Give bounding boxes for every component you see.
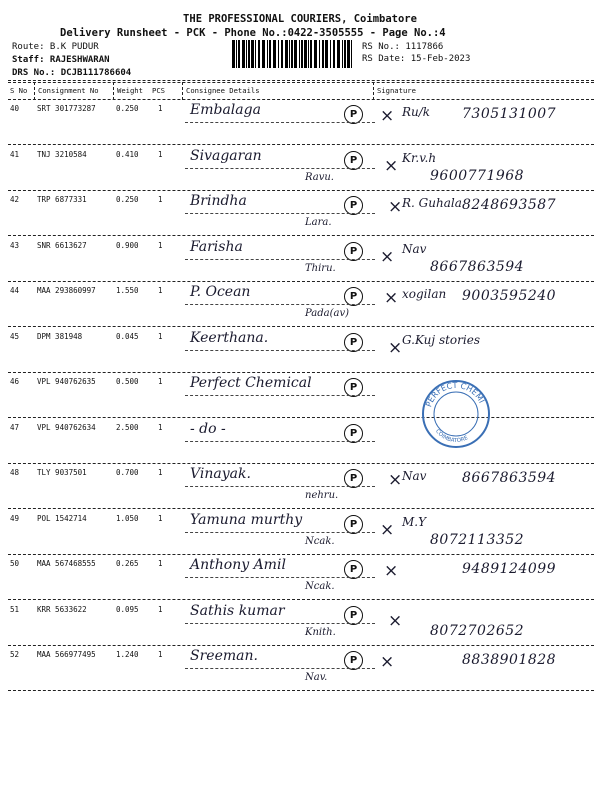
consignee-divider [185, 259, 375, 260]
table-row [0, 601, 600, 646]
sno-cell: 46 [10, 377, 20, 386]
rs-number: RS No.: 1117866 [362, 42, 444, 52]
barcode-bar [258, 40, 260, 68]
signature-mark-icon: × [380, 652, 395, 672]
table-row [0, 646, 600, 691]
pcs-cell: 1 [158, 377, 163, 386]
pcs-cell: 1 [158, 286, 163, 295]
p-circle-icon: P [344, 151, 363, 170]
signature-phone: 8248693587 [462, 197, 557, 213]
signature-mark-icon: × [384, 155, 399, 176]
weight-cell: 1.240 [116, 650, 139, 659]
barcode-bar [347, 40, 350, 68]
barcode-bar [319, 40, 320, 68]
consignment-cell: MAA 566977495 [37, 650, 96, 659]
consignment-cell: MAA 567468555 [37, 559, 96, 568]
barcode-bar [322, 40, 324, 68]
consignee-divider [185, 532, 375, 533]
pcs-cell: 1 [158, 195, 163, 204]
pcs-cell: 1 [158, 104, 163, 113]
signature-mark-icon: × [384, 561, 399, 581]
signature-mark-icon: × [380, 246, 395, 267]
staff-label: Staff: RAJESHWARAN [12, 55, 110, 65]
table-row [0, 328, 600, 373]
header-divider-2 [8, 82, 594, 83]
weight-cell: 0.045 [116, 331, 139, 341]
sno-cell: 43 [10, 240, 20, 250]
barcode-bar [232, 40, 235, 68]
consignee-name: Sreeman. [190, 648, 258, 664]
signature-name: Kr.v.h [402, 150, 437, 165]
consignment-cell: VPL 940762635 [37, 377, 96, 386]
signature-mark-icon: × [380, 106, 395, 126]
header-divider-top [8, 80, 594, 81]
signature-mark-icon: × [384, 288, 399, 308]
consignment-cell: VPL 940762634 [37, 422, 96, 432]
consignee-divider [185, 395, 375, 396]
rs-date: RS Date: 15-Feb-2023 [362, 54, 471, 64]
consignee-note: Ravu. [305, 171, 334, 183]
signature-phone: 9489124099 [462, 561, 557, 577]
weight-cell: 0.265 [116, 559, 139, 568]
col-divider [113, 82, 114, 100]
barcode-bar [236, 40, 237, 68]
svg-text:PERFECT CHEMI [424, 381, 486, 408]
sno-cell: 51 [10, 604, 20, 614]
p-circle-icon: P [344, 378, 363, 397]
row-divider [8, 690, 594, 691]
signature-name: G.Kuj stories [402, 332, 480, 347]
weight-cell: 0.900 [116, 240, 139, 250]
barcode-bar [304, 40, 307, 68]
pcs-cell: 1 [158, 513, 163, 523]
signature-mark-icon: × [380, 519, 395, 540]
pcs-cell: 1 [158, 331, 163, 341]
sno-cell: 48 [10, 468, 20, 477]
consignee-divider [185, 486, 375, 487]
consignee-note: Ncak. [305, 581, 335, 592]
table-row [0, 373, 600, 418]
sno-cell: 52 [10, 650, 20, 659]
consignee-name: Brindha [190, 193, 247, 209]
barcode-bar [246, 40, 247, 68]
signature-mark-icon: × [388, 610, 403, 631]
signature-name: Ru/k [402, 105, 431, 119]
barcode-bar [242, 40, 245, 68]
weight-cell: 0.700 [116, 468, 139, 477]
p-circle-icon: P [344, 606, 363, 625]
page-subtitle: Delivery Runsheet - PCK - Phone No.:0422-3505555 - Page No.:4 [60, 27, 446, 39]
signature-mark-icon: × [388, 197, 403, 217]
consignee-name: P. Ocean [190, 284, 251, 300]
consignee-divider [185, 577, 375, 578]
table-row [0, 510, 600, 555]
barcode-bar [291, 40, 293, 68]
table-row [0, 237, 600, 282]
signature-name: Nav [402, 241, 427, 256]
barcode-bar [342, 40, 343, 68]
weight-cell: 1.550 [116, 286, 139, 295]
page-title: THE PROFESSIONAL COURIERS, Coimbatore [183, 13, 417, 25]
pcs-cell: 1 [158, 604, 163, 614]
consignee-divider [185, 668, 375, 669]
consignee-note: nehru. [305, 490, 339, 501]
barcode-bar [269, 40, 271, 68]
barcode-bar [255, 40, 256, 68]
weight-cell: 0.500 [116, 377, 139, 386]
sno-cell: 44 [10, 286, 20, 295]
sno-cell: 41 [10, 149, 20, 159]
col-weight: Weight [117, 86, 143, 95]
barcode-bar [344, 40, 346, 68]
signature-name: xogilan [402, 287, 447, 301]
barcode-bar [267, 40, 268, 68]
p-circle-icon: P [344, 287, 363, 306]
col-pcs: PCS [152, 86, 165, 95]
barcode-bar [310, 40, 312, 68]
consignment-cell: TLY 9037501 [37, 468, 87, 477]
pcs-cell: 1 [158, 559, 163, 568]
pcs-cell: 1 [158, 149, 163, 159]
consignee-name: - do - [190, 420, 226, 437]
consignee-divider [185, 122, 375, 123]
col-consignee: Consignee Details [186, 86, 260, 95]
barcode-bar [248, 40, 250, 68]
table-row [0, 464, 600, 509]
consignee-name: Perfect Chemical [190, 375, 312, 391]
signature-name: M.Y [402, 514, 427, 529]
consignee-name: Sathis kumar [190, 602, 285, 619]
p-circle-icon: P [344, 424, 363, 443]
consignee-divider [185, 350, 375, 351]
company-stamp [420, 378, 492, 450]
consignment-cell: SRT 301773287 [37, 104, 96, 113]
consignee-note: Pada(av) [305, 308, 350, 319]
consignment-cell: TNJ 3210584 [37, 149, 87, 159]
barcode-bar [273, 40, 276, 68]
signature-phone: 8667863594 [430, 258, 525, 275]
weight-cell: 1.050 [116, 513, 139, 523]
barcode-bar [337, 40, 340, 68]
p-circle-icon: P [344, 651, 363, 670]
sno-cell: 42 [10, 195, 20, 204]
barcode-bar [299, 40, 300, 68]
barcode [232, 40, 354, 68]
pcs-cell: 1 [158, 468, 163, 477]
consignment-cell: TRP 6877331 [37, 195, 87, 204]
barcode-bar [289, 40, 290, 68]
table-row [0, 555, 600, 600]
barcode-bar [325, 40, 328, 68]
weight-cell: 0.095 [116, 604, 139, 614]
col-signature: Signature [377, 86, 416, 95]
barcode-bar [301, 40, 303, 68]
consignee-name: Embalaga [190, 102, 261, 118]
signature-mark-icon: × [388, 337, 403, 358]
barcode-bar [278, 40, 279, 68]
signature-phone: 8072113352 [430, 531, 525, 548]
consignee-name: Farisha [190, 238, 243, 255]
barcode-bar [238, 40, 240, 68]
consignee-divider [185, 623, 375, 624]
consignee-divider [185, 304, 375, 305]
barcode-bar [251, 40, 254, 68]
weight-cell: 0.410 [116, 149, 139, 159]
p-circle-icon: P [344, 560, 363, 579]
p-circle-icon: P [344, 333, 363, 352]
sno-cell: 40 [10, 104, 20, 113]
table-row [0, 146, 600, 191]
consignee-name: Yamuna murthy [190, 511, 303, 528]
signature-mark-icon: × [388, 470, 403, 490]
route-label: Route: B.K PUDUR [12, 42, 99, 52]
pcs-cell: 1 [158, 240, 163, 250]
consignment-cell: KRR 5633622 [37, 604, 87, 614]
p-circle-icon: P [344, 196, 363, 215]
signature-phone: 8667863594 [462, 470, 557, 486]
p-circle-icon: P [344, 242, 363, 261]
sno-cell: 45 [10, 331, 20, 341]
col-divider [34, 82, 35, 100]
consignee-name: Anthony Amil [190, 557, 286, 573]
signature-phone: 9600771968 [430, 167, 525, 184]
consignee-note: Thiru. [305, 262, 336, 274]
consignee-divider [185, 441, 375, 442]
barcode-bar [262, 40, 265, 68]
consignee-divider [185, 168, 375, 169]
stamp-text: PERFECT CHEMI [424, 380, 487, 409]
table-row [0, 100, 600, 145]
barcode-bar [330, 40, 331, 68]
barcode-bar [351, 40, 352, 68]
table-row [0, 191, 600, 236]
p-circle-icon: P [344, 515, 363, 534]
col-divider [373, 82, 374, 100]
pcs-cell: 1 [158, 422, 163, 432]
barcode-bar [294, 40, 297, 68]
p-circle-icon: P [344, 469, 363, 488]
column-headers [0, 86, 600, 98]
signature-phone: 8072702652 [430, 622, 525, 639]
consignment-cell: POL 1542714 [37, 513, 87, 523]
weight-cell: 2.500 [116, 422, 139, 432]
consignee-note: Nav. [305, 672, 328, 683]
signature-phone: 8838901828 [462, 652, 557, 668]
weight-cell: 0.250 [116, 195, 139, 204]
consignment-cell: SNR 6613627 [37, 240, 87, 250]
weight-cell: 0.250 [116, 104, 139, 113]
signature-name: Nav [402, 469, 427, 483]
consignee-note: Ncak. [305, 535, 335, 547]
barcode-bar [281, 40, 283, 68]
sno-cell: 47 [10, 422, 20, 432]
barcode-bar [333, 40, 335, 68]
consignment-cell: MAA 293860997 [37, 286, 96, 295]
col-consignment: Consignment No [38, 86, 99, 95]
sno-cell: 49 [10, 513, 20, 523]
consignee-note: Knith. [305, 626, 336, 638]
consignee-name: Vinayak. [190, 466, 251, 482]
pcs-cell: 1 [158, 650, 163, 659]
barcode-bar [314, 40, 317, 68]
consignee-note: Lara. [305, 217, 332, 228]
barcode-bar [308, 40, 309, 68]
table-row [0, 282, 600, 327]
consignee-name: Sivagaran [190, 147, 262, 164]
signature-name: R. Guhala [402, 196, 462, 210]
col-divider [182, 82, 183, 100]
table-row [0, 419, 600, 464]
consignee-name: Keerthana. [190, 329, 269, 346]
consignment-cell: DPM 381948 [37, 331, 83, 341]
col-sno: S No [10, 86, 28, 95]
signature-phone: 9003595240 [462, 288, 557, 304]
barcode-bar [285, 40, 288, 68]
drs-number: DRS No.: DCJB111786604 [12, 68, 132, 78]
signature-phone: 7305131007 [462, 106, 557, 122]
consignee-divider [185, 213, 375, 214]
stamp-subtext: COIMBATORE [434, 428, 470, 445]
p-circle-icon: P [344, 105, 363, 124]
sno-cell: 50 [10, 559, 20, 568]
